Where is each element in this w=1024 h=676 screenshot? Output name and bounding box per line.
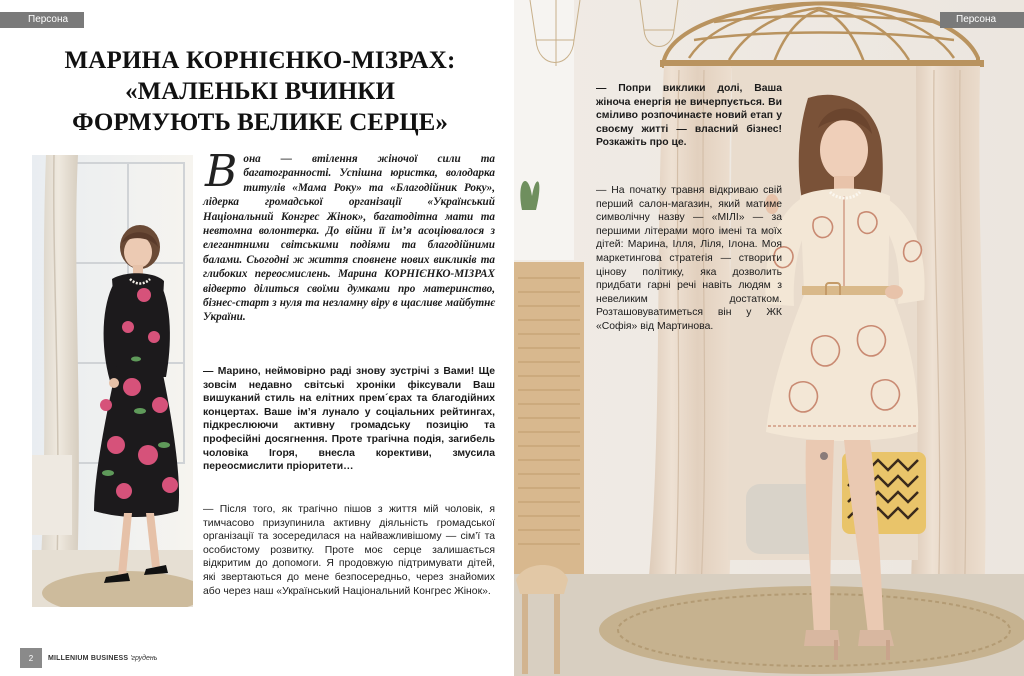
page-footer <box>20 648 157 668</box>
interview-question-1: — Марино, неймовірно раді знову зустрічі з Вами! Ще зовсім недавно світські хроніки фіксували Ваш вишуканий стиль на елітних прем´єрах та благодійних концертах. Ваше ім’я лунало у соціальних рейтингах, підкреслюючи активну громадську позицію та професійні досягнення. Проте трагічна подія, загибель чоловіка Ігоря, внесла корективи, змусила переосмислити пріоритети… <box>203 366 495 473</box>
right-page <box>514 0 1024 676</box>
interview-answer-1: — Після того, як трагічно пішов з життя мій чоловік, я тимчасово призупинила активну діяльність громадської організації та зосередилася на найважливішому — сім’ї та особистому розвитку. Проте моє серце залишається відкритим до допомоги. Я продовжую підтримувати дітей, які звертаються до мене безпосередньо, через знайомих або через наш «Український Національний Конгрес Жінок». <box>203 504 495 597</box>
article-lead <box>203 146 495 325</box>
interview-answer-2: — На початку травня відкриваю свій перший салон-магазин, який матиме символічну назву — «МІЛІ» — за першими літерами мого імені та моїх дітей: Марина, Ілля, Ліля, Ілона. Моя маркетингова стратегія — створити цінову політику, яка дозволить придбати гарні речі навіть людям з невеликим достатком. Розташовуватиметься він у ЖК «Софія» від Мартинова. <box>596 185 782 332</box>
publication-issue: 'грудень <box>130 654 158 662</box>
interview-question-2: — Попри виклики долі, Ваша жіноча енергія не вичерпується. Ви сміливо розпочинаєте новий етап у своєму житті — власний бізнес! Розкажіть про це. <box>596 83 782 149</box>
headline-line-1: МАРИНА КОРНІЄНКО-МІЗРАХ: <box>64 47 456 74</box>
section-label-right: Персона <box>940 12 1024 28</box>
headline-line-3: ФОРМУЮТЬ ВЕЛИКЕ СЕРЦЕ» <box>72 109 448 136</box>
lead-dropcap: В <box>205 146 238 197</box>
section-label-left: Персона <box>0 12 84 28</box>
page-number: 2 <box>20 648 42 668</box>
portrait-illustration-left <box>32 155 193 607</box>
lead-text: она — втілення жіночої сили та багатогранності. Успішна юристка, володарка титулів «Мама Року» та «Благодійник Року», лідерка громадської організації «Український Національний Конгрес Жінок», багатодітна мати та невтомна волонтерка. До війни її ім’я асоціювалося з елегантними світськими подіями та благодійними балами. Сьогодні ж життя сповнене нових викликів та глибоких переосмислень. Марина КОРНІЄНКО-МІЗРАХ відверто ділиться своїми думками про материнство, бізнес-старт з нуля та незламну віру в щасливе майбутнє України. <box>203 153 495 324</box>
portrait-photo-left <box>32 155 193 607</box>
headline-line-2: «МАЛЕНЬКІ ВЧИНКИ <box>125 78 395 105</box>
article-headline <box>20 46 500 138</box>
publication-brand: MILLENIUM BUSINESS <box>48 654 129 662</box>
